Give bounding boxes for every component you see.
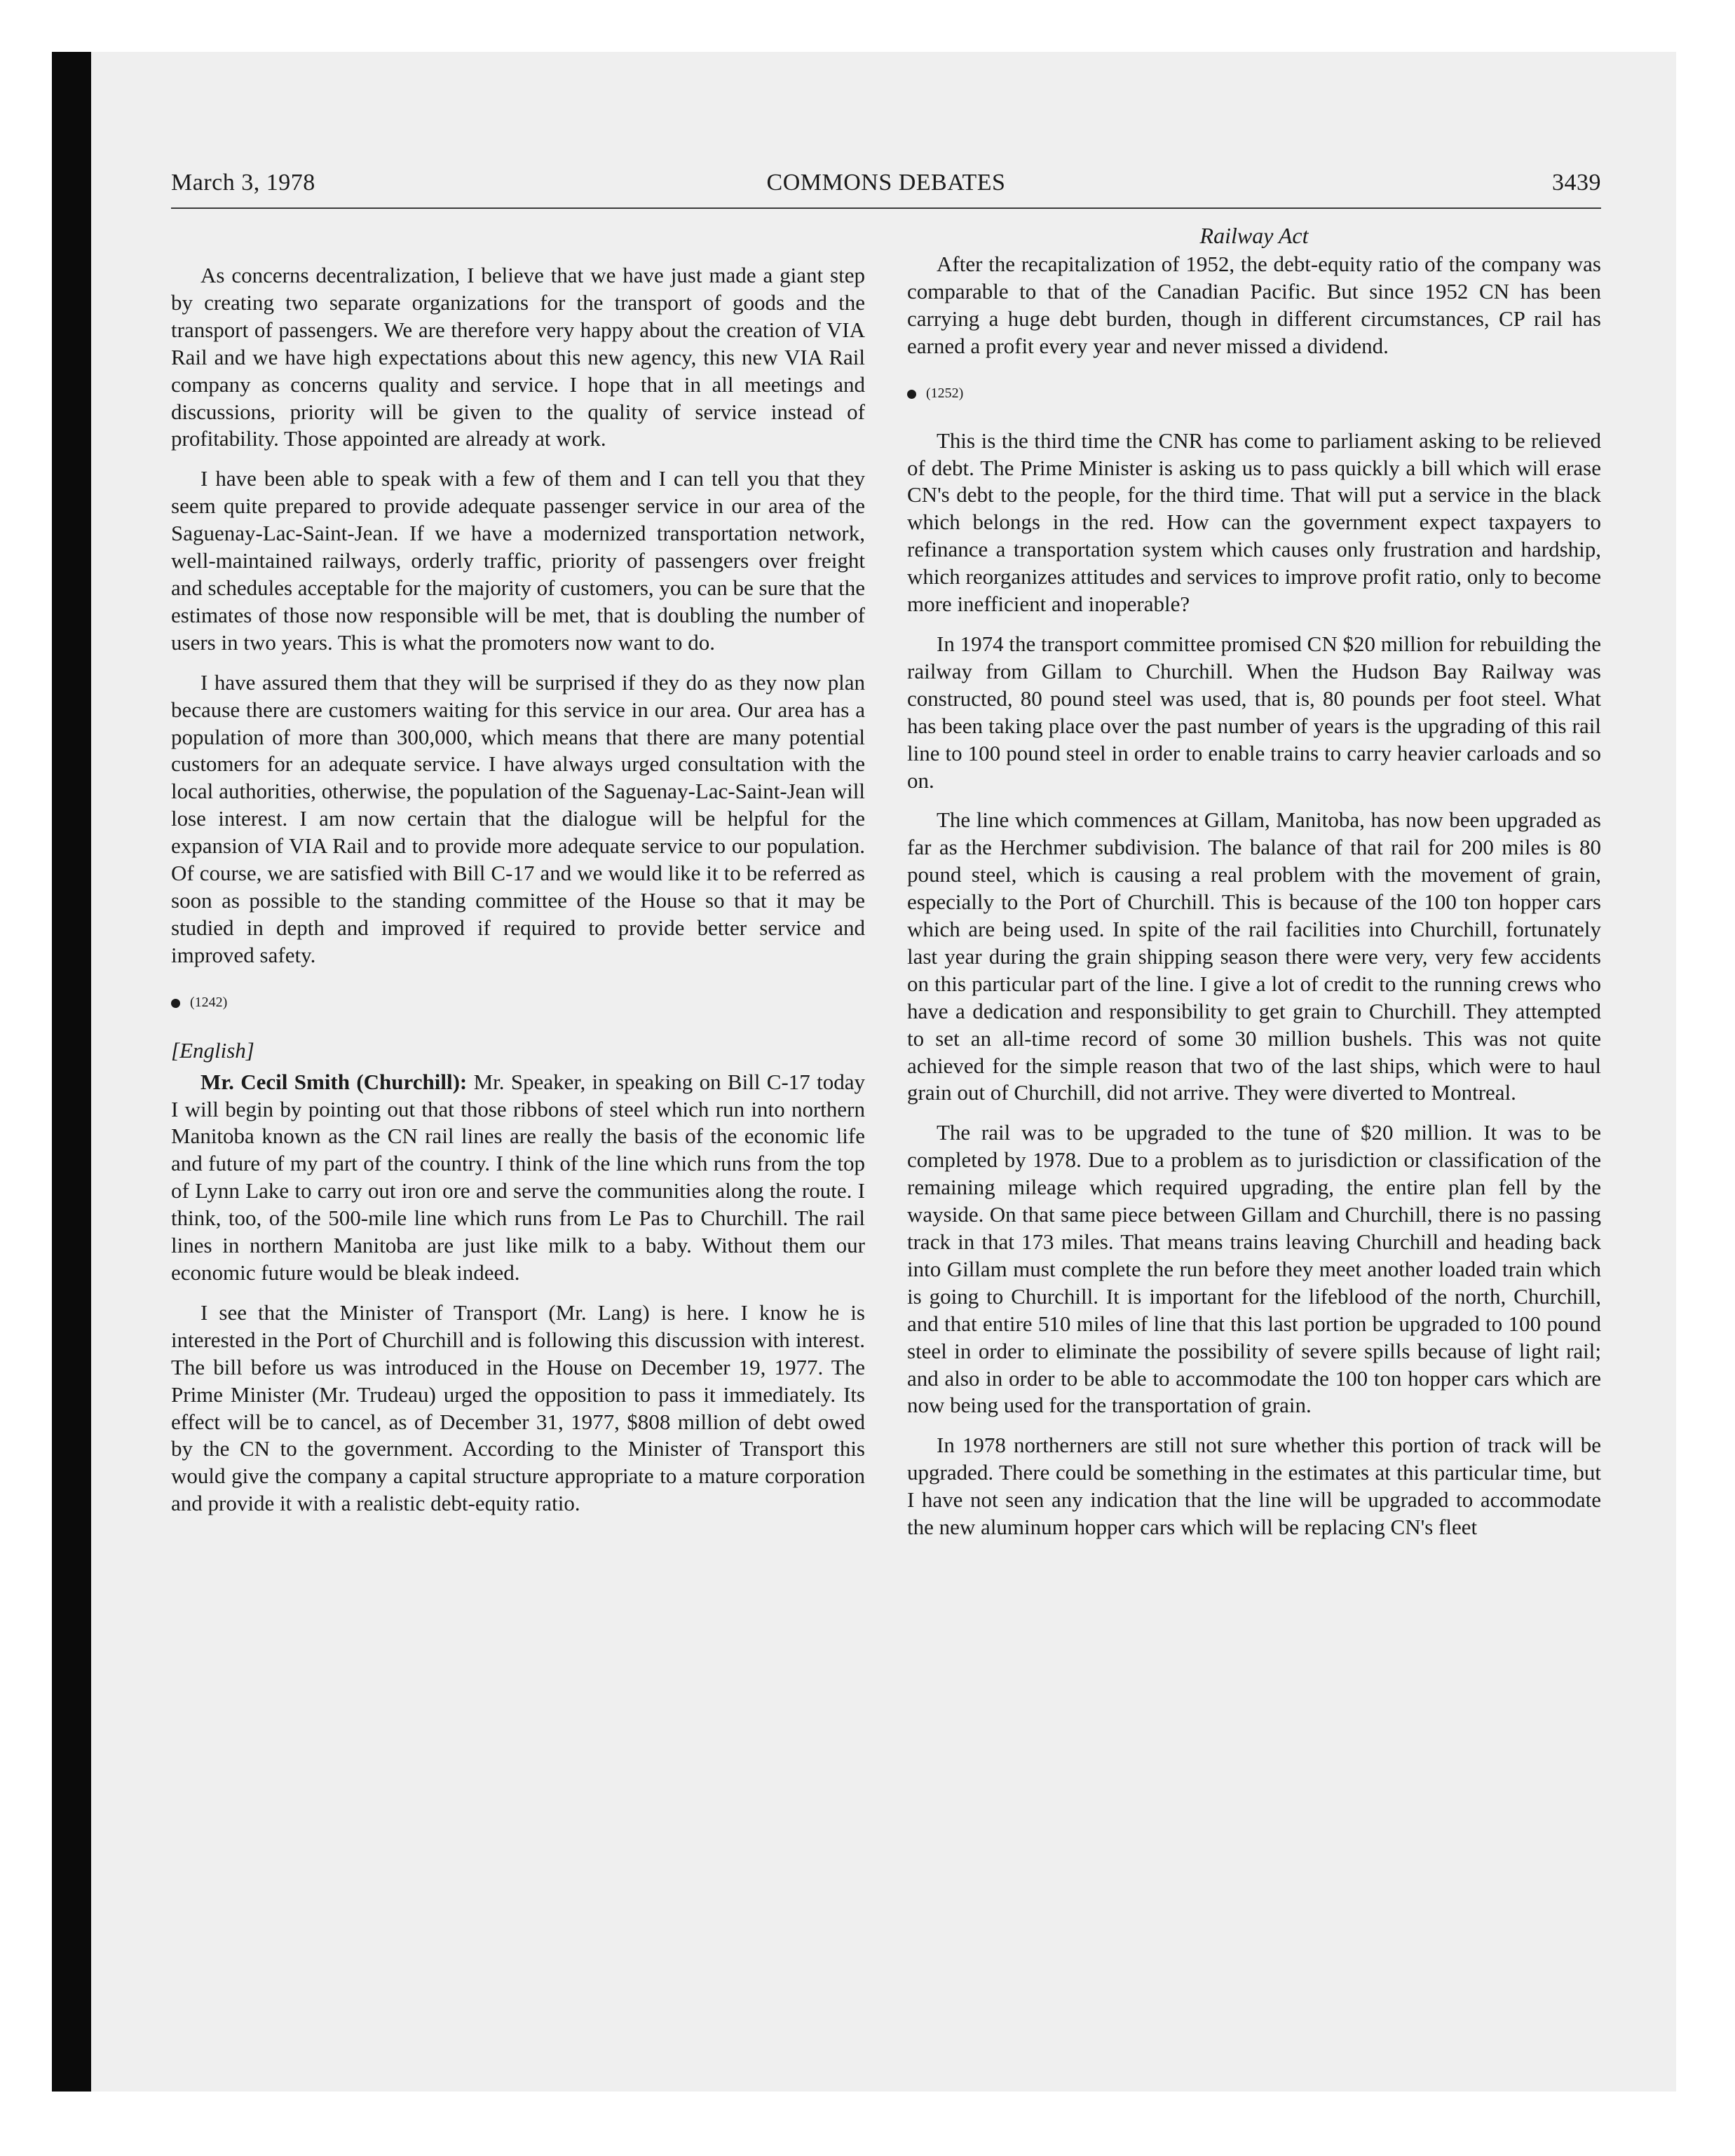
right-paragraph-1: After the recapitalization of 1952, the debt-equity ratio of the company was comparable to that of the Canadian Pacific. But since 1952 CN has been carrying a huge debt burden, though in different circumstances, CP rail has earned a profit every year and never missed a dividend. [907,252,1601,358]
right-column [907,219,1601,1554]
time-marker-text: (1252) [926,385,964,401]
binding-edge [52,52,91,2092]
bullet-icon [171,999,180,1008]
header-rule [171,207,1601,209]
right-paragraph-4: The line which commences at Gillam, Manitoba, has now been upgraded as far as the Herchmer subdivision. The balance of that rail for 200 miles is 80 pound steel, which is causing a real problem with the movement of grain, especially to the Port of Churchill. This is because of the 100 ton hopper cars which are being used. In spite of the rail facilities into Churchill, fortunately last year during the grain shipping season there were very, very few accidents on this particular part of the line. I give a lot of credit to the running crews who have a dedication and responsibility to get grain to Churchill. They attempted to set an all-time record of some 30 million bushels. This was not quite achieved for the simple reason that two of the last ships, which were to haul grain out of Churchill, did not arrive. They were diverted to Montreal. [907,807,1601,1105]
header-date: March 3, 1978 [171,170,315,196]
section-title: Railway Act [1199,223,1309,248]
right-paragraph-5: The rail was to be upgraded to the tune of $20 million. It was to be completed by 1978. Due to a problem as to jurisdiction or classification of the remaining mileage which required upgrading, the entire plan fell by the wayside. On that same piece between Gillam and Churchill, there is no passing track in that 173 miles. That means trains leaving Churchill and heading back into Gillam must complete the run before they meet another loaded train which is going to Churchill. It is important for the lifeblood of the north, Churchill, and that entire 510 miles of line that this last portion be upgraded to 100 pound steel in order to eliminate the possibility of severe spills because of light rail; and also in order to be able to accommodate the 100 ton hopper cars which are now being used for the transportation of grain. [907,1120,1601,1418]
speaker-name: Mr. Cecil Smith (Churchill): [200,1069,468,1094]
right-paragraph-2: This is the third time the CNR has come to parliament asking to be relieved of debt. The Prime Minister is asking us to pass quickly a bill which will erase CN's debt to the people, for the third time. That will put a service in the black which belongs in the red. How can the government expect taxpayers to refinance a transportation system which causes only frustration and hardship, which reorganizes attitudes and services to improve profit ratio, only to become more inefficient and inoperable? [907,428,1601,617]
header-page-number: 3439 [1552,170,1601,196]
time-marker-text: (1242) [190,994,228,1010]
left-paragraph-5: I see that the Minister of Transport (Mr. Lang) is here. I know he is interested in the Port of Churchill and is following this discussion with interest. The bill before us was introduced in the House on December 19, 1977. The Prime Minister (Mr. Trudeau) urged the opposition to pass it immediately. Its effect will be to cancel, as of December 31, 1977, $808 million of debt owed by the CN to the government. According to the Minister of Transport this would give the company a capital structure appropriate to a mature corporation and provide it with a realistic debt-equity ratio. [171,1299,865,1516]
left-paragraph-4 [171,1069,865,1287]
time-marker [907,384,1601,402]
bullet-icon [907,390,916,399]
running-header [171,164,1601,206]
left-paragraph-1: As concerns decentralization, I believe that we have just made a giant step by creating two separate organizations for the transport of goods and the transport of passengers. We are therefore very happy about the creation of VIA Rail and we have high expectations about this new agency, this new VIA Rail company as concerns quality and service. I hope that in all meetings and discussions, priority will be given to the quality of service instead of profitability. Those appointed are already at work. [171,263,865,451]
header-publication: COMMONS DEBATES [766,170,1006,196]
language-tag: [English] [171,1037,254,1063]
left-column [171,219,865,1530]
right-paragraph-6: In 1978 northerners are still not sure whether this portion of track will be upgraded. There could be something in the estimates at this particular time, but I have not seen any indication that the line will be upgraded to accommodate the new aluminum hopper cars which will be replacing CN's fleet [907,1433,1601,1540]
time-marker [171,993,865,1011]
right-paragraph-3: In 1974 the transport committee promised CN $20 million for rebuilding the railway from Gillam to Churchill. When the Hudson Bay Railway was constructed, 80 pound steel was used, that is, 80 pounds per foot steel. What has been taking place over the past number of years is the upgrading of this rail line to 100 pound steel in order to enable trains to carry heavier carloads and so on. [907,631,1601,793]
speech-text: Mr. Speaker, in speaking on Bill C-17 today I will begin by pointing out that those ribbons of steel which run into northern Manitoba known as the CN rail lines are really the basis of the economic life and future of my part of the country. I think of the line which runs from the top of Lynn Lake to carry out iron ore and serve the communities along the route. I think, too, of the 500-mile line which runs from Le Pas to Churchill. The rail lines in northern Manitoba are just like milk to a baby. Without them our economic future would be bleak indeed. [171,1069,866,1285]
scanned-page [52,52,1676,2092]
left-paragraph-2: I have been able to speak with a few of them and I can tell you that they seem quite prepared to provide adequate passenger service in our area of the Saguenay-Lac-Saint-Jean. If we have a modernized transportation network, well-maintained railways, orderly traffic, priority of passengers over freight and schedules acceptable for the majority of customers, you can be sure that the estimates of those now responsible will be met, that is doubling the number of users in two years. This is what the promoters now want to do. [171,466,865,655]
page-content [171,164,1601,1540]
left-paragraph-3: I have assured them that they will be surprised if they do as they now plan because there are customers waiting for this service in our area. Our area has a population of more than 300,000, which means that there are many potential customers for an adequate service. I have always urged consultation with the local authorities, otherwise, the population of the Saguenay-Lac-Saint-Jean will lose interest. I am now certain that the dialogue will be helpful for the expansion of VIA Rail and to provide more adequate service to our population. Of course, we are satisfied with Bill C-17 and we would like it to be referred as soon as possible to the standing committee of the House so that it may be studied in depth and improved if required to provide better service and improved safety. [171,669,865,967]
